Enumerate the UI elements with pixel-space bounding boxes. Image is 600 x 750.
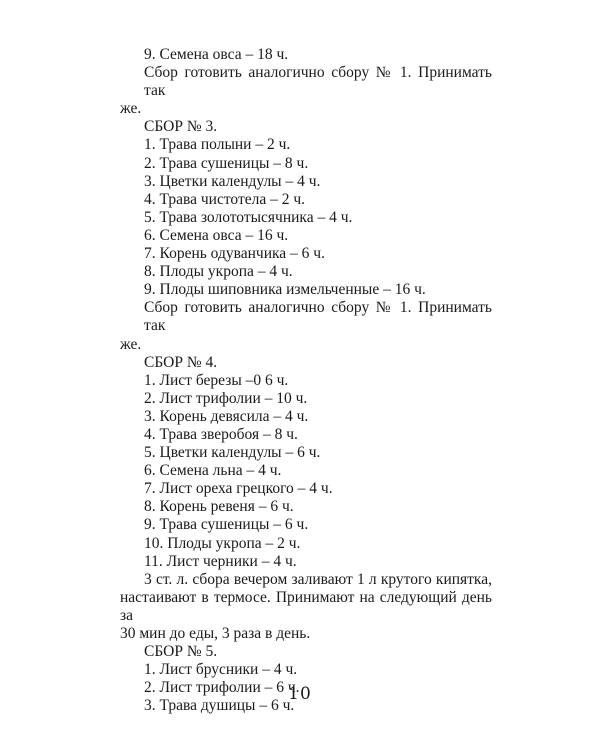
text-line: 1. Лист брусники – 4 ч.: [144, 661, 298, 679]
text-line: 9. Трава сушеницы – 6 ч.: [144, 516, 309, 534]
text-line: 9. Плоды шиповника измельченные – 16 ч.: [144, 281, 426, 299]
text-line: 1. Лист березы –0 6 ч.: [144, 371, 289, 389]
page-text: [120, 46, 492, 715]
text-line: 3. Трава душицы – 6 ч.: [144, 697, 295, 715]
text-line: 2. Лист трифолии – 6 ч.: [144, 679, 300, 697]
text-line: 10. Плоды укропа – 2 ч.: [144, 534, 301, 552]
page-number: 10: [288, 684, 312, 704]
text-line: 5. Трава золототысячника – 4 ч.: [144, 208, 353, 226]
text-line: 8. Корень ревеня – 6 ч.: [144, 498, 294, 516]
text-line: СБОР № 5.: [144, 643, 218, 661]
text-line: же.: [120, 335, 142, 353]
text-line: СБОР № 4.: [144, 353, 218, 371]
text-line: 2. Трава сушеницы – 8 ч.: [144, 154, 309, 172]
text-line: 3 ст. л. сбора вечером заливают 1 л крутого кипятка,: [144, 570, 492, 588]
text-line: 11. Лист черники – 4 ч.: [144, 552, 297, 570]
text-line: 4. Трава зверобоя – 8 ч.: [144, 425, 298, 443]
text-line: 5. Цветки календулы – 6 ч.: [144, 444, 321, 462]
text-line: Сбор готовить аналогично сбору № 1. Принимать так: [144, 299, 492, 335]
text-line: Сбор готовить аналогично сбору № 1. Принимать так: [144, 64, 492, 100]
text-line: 6. Семена овса – 16 ч.: [144, 226, 289, 244]
text-line: 3. Корень девясила – 4 ч.: [144, 407, 309, 425]
text-line: 9. Семена овса – 18 ч.: [144, 46, 289, 63]
text-line: 7. Лист ореха грецкого – 4 ч.: [144, 480, 333, 498]
text-line: 30 мин до еды, 3 раза в день.: [120, 625, 311, 642]
text-line: 3. Цветки календулы – 4 ч.: [144, 172, 321, 190]
text-line: же.: [120, 100, 142, 118]
text-line: 7. Корень одуванчика – 6 ч.: [144, 245, 325, 263]
text-line: настаивают в термосе. Принимают на следующий день за: [120, 588, 492, 624]
text-line: 2. Лист трифолии – 10 ч.: [144, 389, 308, 407]
text-line: СБОР № 3.: [144, 118, 218, 136]
text-line: 8. Плоды укропа – 4 ч.: [144, 263, 293, 281]
text-line: 6. Семена льна – 4 ч.: [144, 462, 282, 480]
text-line: 1. Трава полыни – 2 ч.: [144, 136, 291, 154]
text-line: 4. Трава чистотела – 2 ч.: [144, 190, 306, 208]
